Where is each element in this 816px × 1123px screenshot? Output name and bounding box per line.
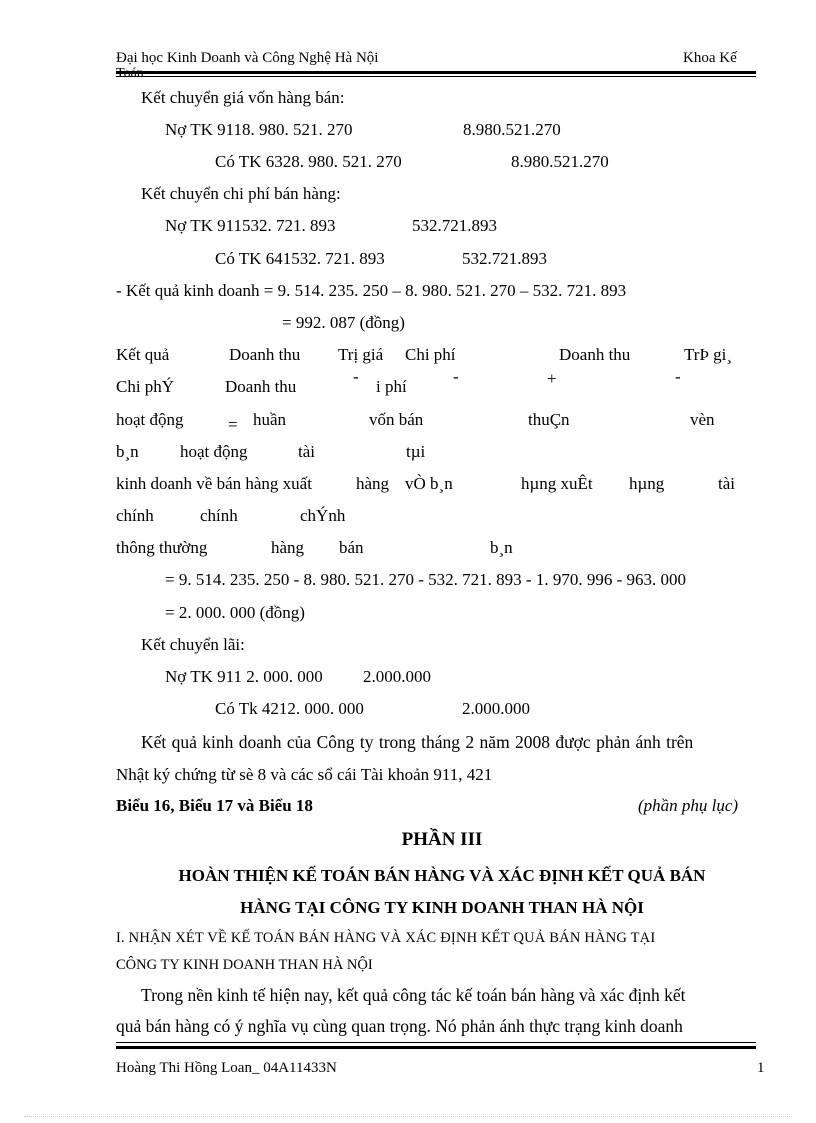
formula-r5-c5: hµng <box>629 474 665 493</box>
formula-r3-c2: huần <box>253 410 287 429</box>
cogs-credit: Có TK 6328. 980. 521. 270 <box>215 152 402 171</box>
header-faculty-wrap <box>116 66 144 82</box>
selling-credit-amount: 532.721.893 <box>462 249 547 268</box>
profit-debit: Nợ TK 911 2. 000. 000 <box>165 667 323 686</box>
formula-r7-c1: thông thường <box>116 538 208 557</box>
cogs-title: Kết chuyển giá vốn hàng bán: <box>141 88 345 107</box>
formula-r5-c1: kinh doanh về bán hàng xuất <box>116 474 312 493</box>
footer-rule-thin <box>116 1042 756 1043</box>
para2-line1: Trong nền kinh tế hiện nay, kết quả công tác kế toán bán hàng và xác định kết <box>141 985 686 1005</box>
result-line: - Kết quả kinh doanh = 9. 514. 235. 250 – 8. 980. 521. 270 – 532. 721. 893 <box>116 281 627 300</box>
profit-title: Kết chuyển lãi: <box>141 635 245 654</box>
formula-r2-minus1: - <box>353 367 359 386</box>
formula-r3-c5: vèn <box>690 410 715 429</box>
formula-r2-plus: + <box>547 369 557 388</box>
formula-r6-c1: chính <box>116 506 154 525</box>
appendix-note: (phần phụ lục) <box>638 796 739 815</box>
formula-r2-minus2: - <box>453 367 459 386</box>
formula-r3-c1: hoạt động <box>116 410 184 429</box>
section-title-line2: CÔNG TY KINH DOANH THAN HÀ NỘI <box>116 957 373 973</box>
header-school: Đại học Kinh Doanh và Công Nghệ Hà Nội <box>116 50 379 66</box>
selling-credit: Có TK 641532. 721. 893 <box>215 249 385 268</box>
para1-line1: Kết quả kinh doanh của Công ty trong tháng 2 năm 2008 được phản ánh trên <box>141 732 694 752</box>
formula-r5-c4: hµng xuÊt <box>521 474 593 493</box>
formula-r2-minus3: - <box>675 367 681 386</box>
cogs-credit-amount: 8.980.521.270 <box>511 152 609 171</box>
section-title-line1: I. NHẬN XÉT VỀ KẾ TOÁN BÁN HÀNG VÀ XÁC ĐỊNH KẾT QUẢ BÁN HÀNG TẠI <box>116 930 656 946</box>
formula-r6-c3: chÝnh <box>300 506 346 525</box>
formula-r1-c2: Doanh thu <box>229 345 301 364</box>
formula-r4-c4: tµi <box>406 442 426 461</box>
profit-credit: Có Tk 4212. 000. 000 <box>215 699 364 718</box>
formula-r1-c3: Trị giá <box>338 345 384 364</box>
formula-r6-c2: chính <box>200 506 238 525</box>
formula-r7-c3: bán <box>339 538 364 557</box>
para2-line2: quả bán hàng có ý nghĩa vụ cùng quan trọng. Nó phản ánh thực trạng kinh doanh <box>116 1016 683 1036</box>
formula-r3-equals: = <box>228 415 238 434</box>
formula-r2-c1: Chi phÝ <box>116 377 175 396</box>
header-rule-thick <box>116 71 756 74</box>
profit-credit-amount: 2.000.000 <box>462 699 530 718</box>
formula-r4-c3: tài <box>298 442 315 461</box>
page-bottom-dotted-line <box>24 1116 792 1117</box>
formula-r1-c5: Doanh thu <box>559 345 631 364</box>
part-title-line2: HÀNG TẠI CÔNG TY KINH DOANH THAN HÀ NỘI <box>240 898 644 917</box>
formula-r2-c2: Doanh thu <box>225 377 297 396</box>
cogs-debit-amount: 8.980.521.270 <box>463 120 561 139</box>
formula-r7-c4: b¸n <box>490 538 513 557</box>
part-heading: PHẦN III <box>401 829 483 850</box>
profit-debit-amount: 2.000.000 <box>363 667 431 686</box>
result-value: = 992. 087 (đồng) <box>282 313 405 332</box>
formula-r2-c3: i phí <box>376 377 407 396</box>
part-title-line1: HOÀN THIỆN KẾ TOÁN BÁN HÀNG VÀ XÁC ĐỊNH KẾT QUẢ BÁN <box>178 866 706 885</box>
formula-r3-c4: thuÇn <box>528 410 570 429</box>
selling-debit-amount: 532.721.893 <box>412 216 497 235</box>
formula-r5-c3: vÒ b¸n <box>405 474 453 493</box>
formula-r5-c6: tài <box>718 474 735 493</box>
formula-r1-c1: Kết quả <box>116 345 170 364</box>
formula-r4-c2: hoạt động <box>180 442 248 461</box>
header-rule-thin <box>116 76 756 77</box>
para1-line2: Nhật ký chứng từ sè 8 và các sổ cái Tài khoản 911, 421 <box>116 765 493 784</box>
formula-calc1: = 9. 514. 235. 250 - 8. 980. 521. 270 - 532. 721. 893 - 1. 970. 996 - 963. 000 <box>165 570 686 589</box>
footer-rule-thick <box>116 1046 756 1049</box>
selling-title: Kết chuyển chi phí bán hàng: <box>141 184 341 203</box>
formula-r7-c2: hàng <box>271 538 305 557</box>
footer-author: Hoàng Thi Hồng Loan_ 04A11433N <box>116 1060 337 1076</box>
formula-r3-c3: vốn bán <box>369 410 424 429</box>
formula-r1-c6: TrÞ gi¸ <box>684 345 733 364</box>
formula-calc2: = 2. 000. 000 (đồng) <box>165 603 305 622</box>
cogs-debit: Nợ TK 9118. 980. 521. 270 <box>165 120 353 139</box>
page-number: 1 <box>757 1060 765 1076</box>
formula-r4-c1: b¸n <box>116 442 139 461</box>
formula-r1-c4: Chi phí <box>405 345 456 364</box>
formula-r5-c2: hàng <box>356 474 390 493</box>
appendix-ref: Biểu 16, Biểu 17 và Biểu 18 <box>116 796 313 815</box>
selling-debit: Nợ TK 911532. 721. 893 <box>165 216 336 235</box>
header-faculty: Khoa Kế <box>683 50 737 66</box>
